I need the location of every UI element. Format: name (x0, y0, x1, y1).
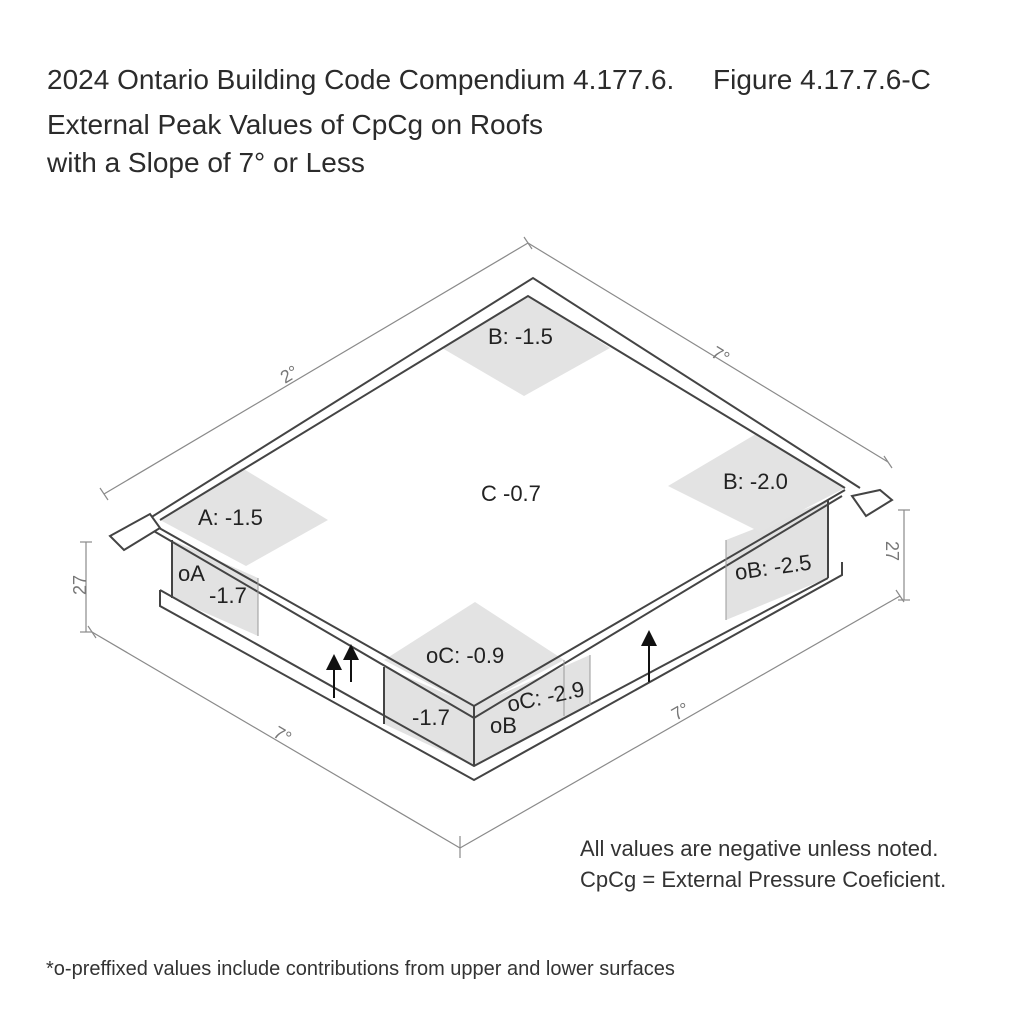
zone-b-right-label: B: -2.0 (723, 469, 788, 494)
dim-label-bottom-right: 7° (668, 698, 693, 725)
fascia-right-end (852, 490, 892, 516)
zone-c-label: C -0.7 (481, 481, 541, 506)
footnote: *o-preffixed values include contributions from upper and lower surfaces (46, 958, 675, 980)
figure-title-line-1: 2024 Ontario Building Code Compendium 4.177.6. (47, 64, 675, 95)
dim-label-height-right: 27 (882, 541, 902, 562)
dim-label-height-left: 27 (70, 574, 90, 595)
fascia-left-end (110, 514, 160, 550)
note-cpcg-definition: CpCg = External Pressure Coeficient. (580, 867, 947, 892)
zone-oc-corner-label: oC: -2.9 (504, 676, 587, 717)
zone-oa-value: -1.7 (209, 583, 247, 608)
note-negative-values: All values are negative unless noted. (580, 836, 939, 861)
figure-number: Figure 4.17.7.6-C (713, 64, 931, 95)
figure-title-line-2: External Peak Values of CpCg on Roofs (47, 109, 543, 140)
dim-label-bottom-left: 7° (270, 722, 295, 749)
zone-a-label: A: -1.5 (198, 505, 263, 530)
dim-label-top-right: 7° (707, 342, 733, 369)
zone-b-top-label: B: -1.5 (488, 324, 553, 349)
zone-ob-corner-label: oB (490, 713, 517, 738)
dim-label-top-left: 2° (276, 361, 302, 388)
front-wall-value: -1.7 (412, 705, 450, 730)
zone-oa-label: oA (178, 561, 205, 586)
figure-title-line-3: with a Slope of 7° or Less (47, 147, 365, 178)
zone-ob-right-label: oB: -2.5 (733, 549, 813, 585)
zone-oc-label: oC: -0.9 (426, 643, 505, 668)
